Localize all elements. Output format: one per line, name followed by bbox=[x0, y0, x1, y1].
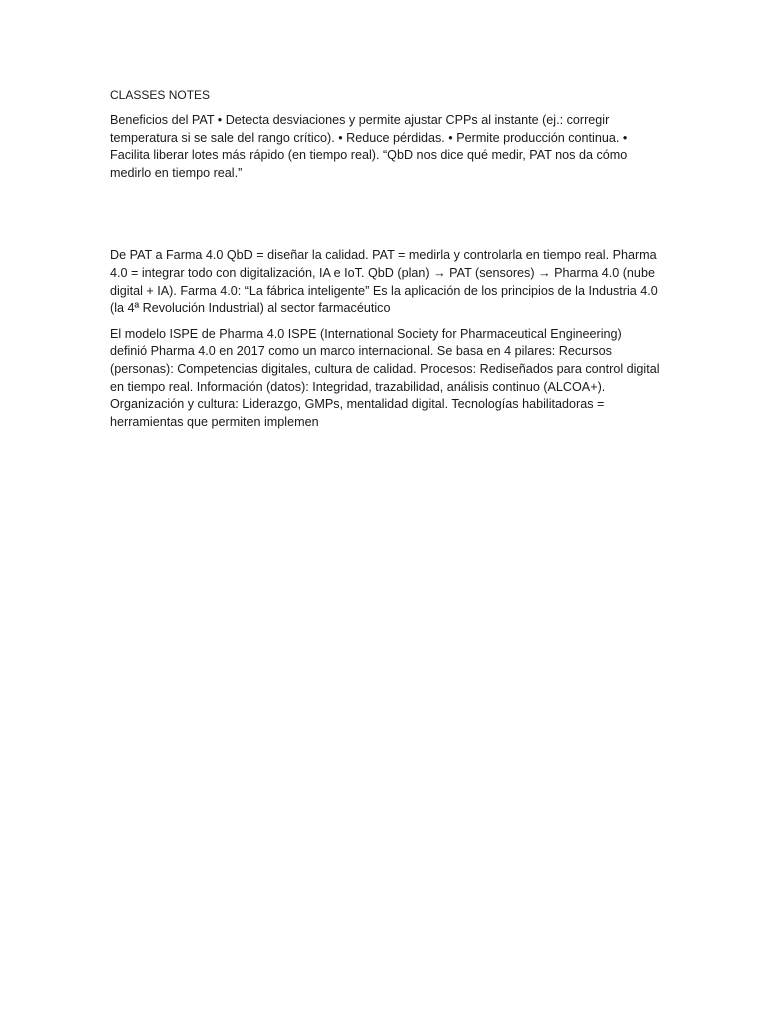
paragraph-ispe-model: El modelo ISPE de Pharma 4.0 ISPE (International Society for Pharmaceutical Engineering) definió Pharma 4.0 en 2017 como un marco internacional. Se basa en 4 pilares: Recursos (personas): Competencias digitales, cultura de calidad. Procesos: Rediseñados para control digital en tiempo real. Información (datos): Integridad, trazabilidad, análisis continuo (ALCOA+). Organización y cultura: Liderazgo, GMPs, mentalidad digital. Tecnologías habilitadoras = herramientas que permiten implemen bbox=[110, 326, 660, 429]
paragraph-pat-benefits: Beneficios del PAT • Detecta desviaciones y permite ajustar CPPs al instante (ej.: corregir temperatura si se sale del rango crítico). • Reduce pérdidas. • Permite producción continua. • Facilita liberar lotes más rápido (en tiempo real). “QbD nos dice qué medir, PAT nos da cómo medirlo en tiempo real.” bbox=[110, 113, 628, 180]
document-page bbox=[110, 86, 660, 431]
paragraph-pat-to-pharma: De PAT a Farma 4.0 QbD = diseñar la calidad. PAT = medirla y controlarla en tiempo real. Pharma 4.0 = integrar todo con digitalización, IA e IoT. QbD (plan) → PAT (sensores) → Pharma 4.0 (nube digital + IA). Farma 4.0: “La fábrica inteligente” Es la aplicación de los principios de la Industria 4.0 (la 4ª Revolución Industrial) al sector farmacéutico bbox=[110, 248, 658, 316]
document-heading: CLASSES NOTES bbox=[110, 88, 211, 102]
